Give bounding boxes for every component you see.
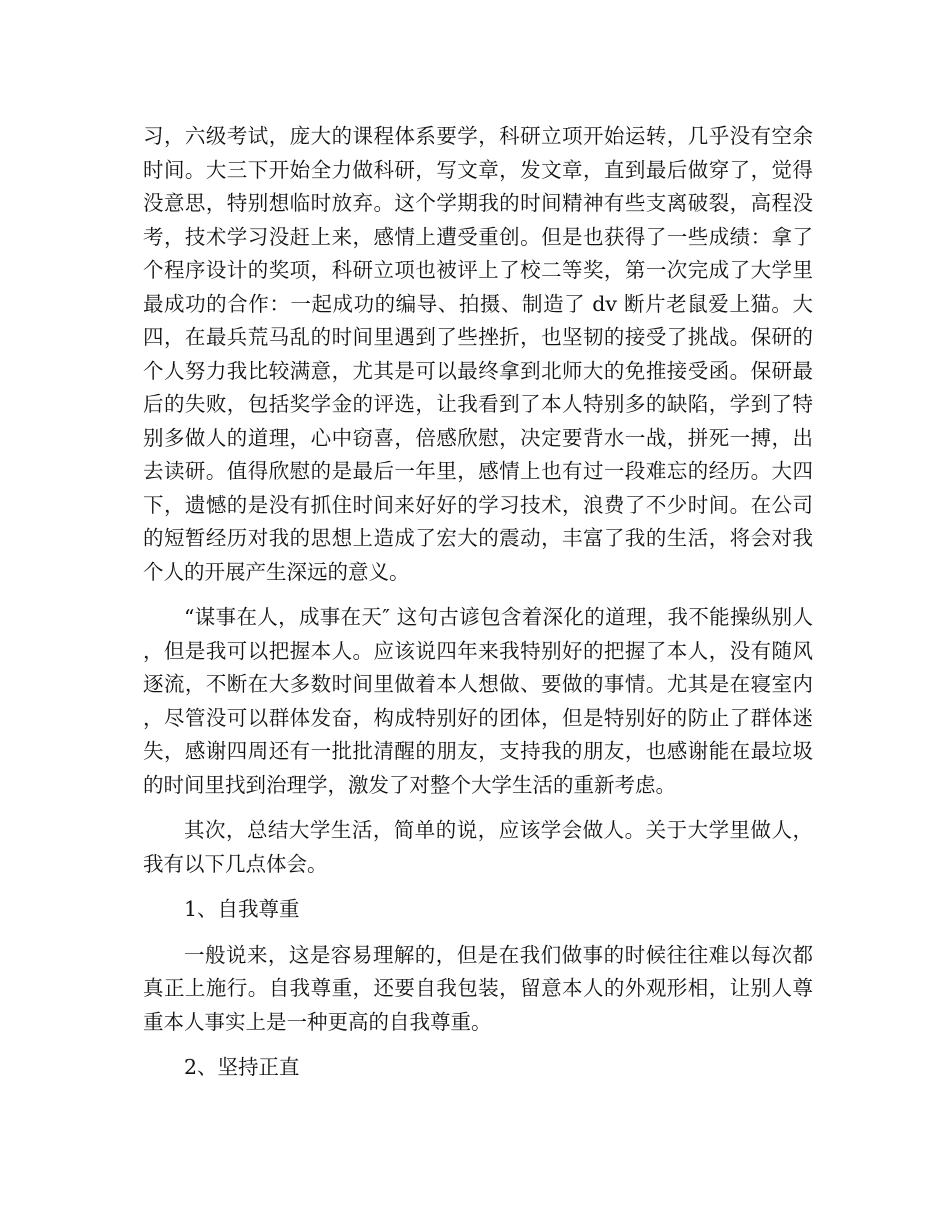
paragraph-4: 一般说来，这是容易理解的，但是在我们做事的时候往往难以每次都真正上施行。自我尊重，还要自我包装，留意本人的外观形相，让别人尊重本人事实上是一种更高的自我尊重。 (143, 942, 813, 1034)
paragraph-1: 习，六级考试，庞大的课程体系要学，科研立项开始运转，几乎没有空余时间。大三下开始全力做科研，写文章，发文章，直到最后做穿了，觉得没意思，特别想临时放弃。这个学期我的时间精神有些支离破裂，高程没考，技术学习没赶上来，感情上遭受重创。但是也获得了一些成绩：拿了个程序设计的奖项，科研立项也被评上了校二等奖，第一次完成了大学里最成功的合作：一起成功的编导、拍摄、制造了 dv 断片老鼠爱上猫。大四，在最兵荒马乱的时间里遇到了些挫折，也坚韧的接受了挑战。保研的个人努力我比较满意，尤其是可以最终拿到北师大的免推接受函。保研最后的失败，包括奖学金的评选，让我看到了本人特别多的缺陷，学到了特别多做人的道理，心中窃喜，倍感欣慰，决定要背水一战，拼死一搏，出去读研。值得欣慰的是最后一年里，感情上也有过一段难忘的经历。大四下，遗憾的是没有抓住时间来好好的学习技术，浪费了不少时间。在公司的短暂经历对我的思想上造成了宏大的震动，丰富了我的生活，将会对我个人的开展产生深远的意义。 (143, 124, 813, 584)
document-body (143, 120, 813, 1097)
paragraph-3: 其次，总结大学生活，简单的说，应该学会做人。关于大学里做人，我有以下几点体会。 (143, 818, 813, 876)
heading-integrity: 2、坚持正直 (184, 1055, 300, 1079)
heading-self-respect: 1、自我尊重 (184, 897, 300, 921)
paragraph-2: “谋事在人，成事在天″ 这句古谚包含着深化的道理，我不能操纵别人，但是我可以把握本人。应该说四年来我特别好的把握了本人，没有随风逐流，不断在大多数时间里做着本人想做、要做的事情。尤其是在寝室内，尽管没可以群体发奋，构成特别好的团体，但是特别好的防止了群体迷失，感谢四周还有一批批清醒的朋友，支持我的朋友，也感谢能在最垃圾的时间里找到治理学，激发了对整个大学生活的重新考虑。 (143, 605, 813, 797)
